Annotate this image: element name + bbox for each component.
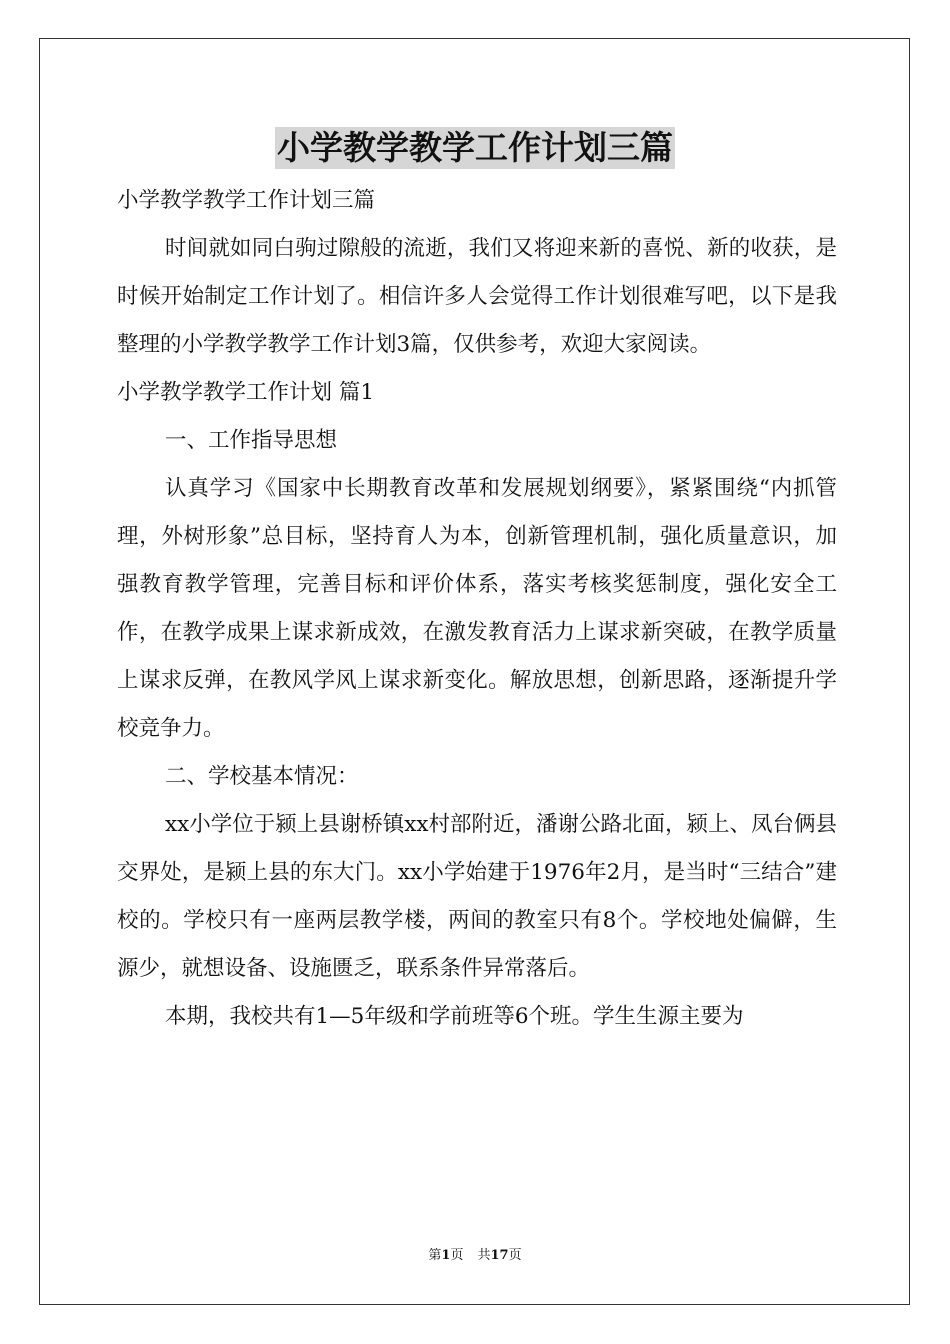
page-prefix: 第 [428,1248,442,1263]
total-suffix: 页 [508,1248,522,1263]
page-total: 17 [490,1248,509,1263]
subheading-school-situation: 二、学校基本情况： [165,764,359,789]
title-container [0,127,950,169]
subtitle-paragraph: 小学教学教学工作计划三篇 [117,188,376,213]
page-number: 1 [441,1248,451,1263]
page-footer [0,1247,950,1265]
body-paragraph: 认真学习《国家中长期教育改革和发展规划纲要》，紧紧围绕“内抓管理，外树形象”总目标，坚持育人为本，创新管理机制，强化质量意识，加强教育教学管理，完善目标和评价体系，落实考核奖惩制度，强化安全工作，在教学成果上谋求新成效，在激发教育活力上谋求新突破，在教学质量上谋求反弹，在教风学风上谋求新变化。解放思想，创新思路，逐渐提升学校竞争力。 [117,476,837,741]
body-paragraph: xx小学位于颍上县谢桥镇xx村部附近，潘谢公路北面，颍上、凤台俩县交界处，是颍上县的东大门。xx小学始建于1976年2月，是当时“三结合”建校的。学校只有一座两层教学楼，两间的教室只有8个。学校地处偏僻，生源少，就想设备、设施匮乏，联系条件异常落后。 [117,812,838,981]
intro-paragraph: 时间就如同白驹过隙般的流逝，我们又将迎来新的喜悦、新的收获，是时候开始制定工作计划了。相信许多人会觉得工作计划很难写吧，以下是我整理的小学教学教学工作计划3篇，仅供参考，欢迎大家阅读。 [117,236,837,357]
document-title: 小学教学教学工作计划三篇 [277,128,673,167]
body-paragraph: 本期，我校共有1—5年级和学前班等6个班。学生生源主要为 [165,1004,744,1029]
section-heading: 小学教学教学工作计划 篇1 [117,380,375,405]
document-body [117,177,837,1041]
total-prefix: 共 [477,1248,491,1263]
subheading-guiding-ideology: 一、工作指导思想 [165,428,338,453]
page-suffix: 页 [450,1248,464,1263]
